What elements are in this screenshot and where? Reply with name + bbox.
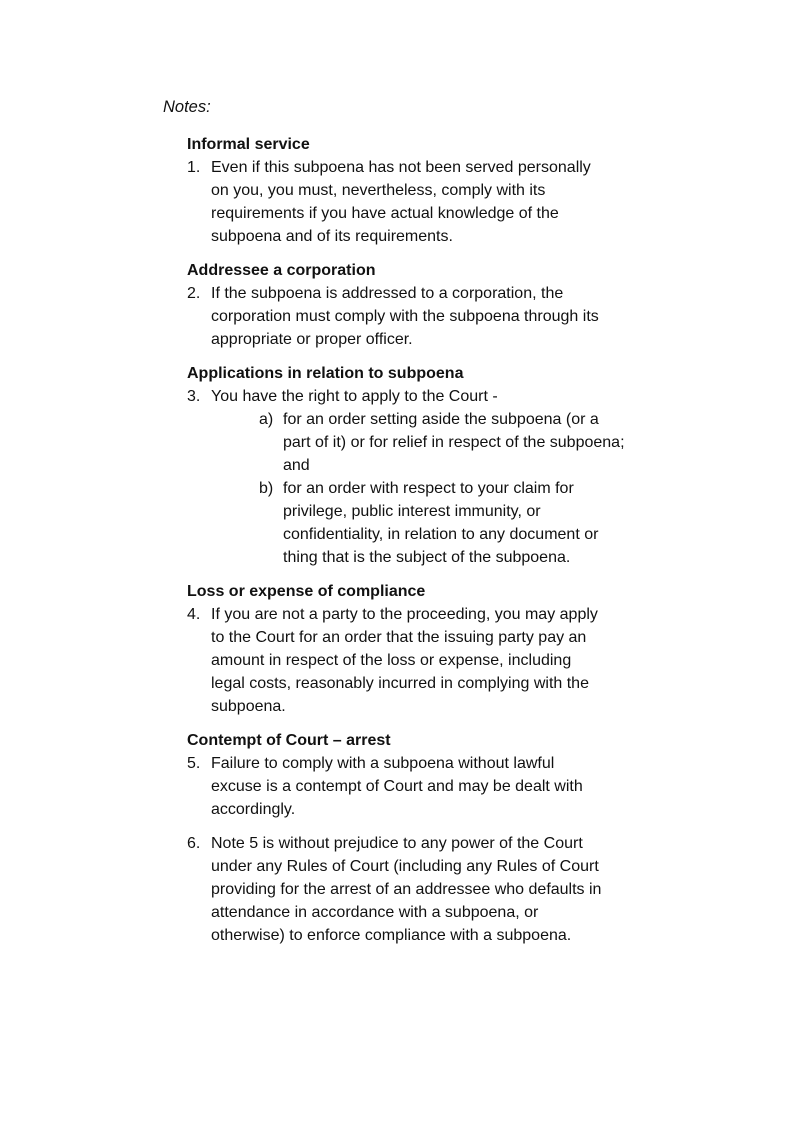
note-item (187, 603, 657, 718)
note-text (211, 156, 657, 248)
note-item (187, 832, 657, 947)
note-line: amount in respect of the loss or expense, including (211, 652, 572, 669)
sub-list (259, 408, 657, 569)
note-text (211, 752, 657, 821)
note-item (187, 282, 657, 351)
note-line: Failure to comply with a subpoena without lawful (211, 755, 555, 772)
note-text (211, 385, 657, 569)
note-line: subpoena. (211, 698, 286, 715)
note-line: If you are not a party to the proceeding, you may apply (211, 606, 598, 623)
note-line: accordingly. (211, 801, 296, 818)
note-line: providing for the arrest of an addressee who defaults in (211, 881, 602, 898)
note-number: 6. (187, 835, 201, 852)
section-heading: Informal service (187, 136, 310, 153)
note-line: Note 5 is without prejudice to any power of the Court (211, 835, 583, 852)
note-line: excuse is a contempt of Court and may be dealt with (211, 778, 583, 795)
sub-item-line: confidentiality, in relation to any document or (283, 526, 599, 543)
note-number: 4. (187, 606, 201, 623)
sub-item-line: and (283, 457, 310, 474)
sub-item (259, 477, 657, 569)
note-line: Even if this subpoena has not been served personally (211, 159, 591, 176)
note-line: subpoena and of its requirements. (211, 228, 453, 245)
note-line: appropriate or proper officer. (211, 331, 413, 348)
sub-item-letter: b) (259, 480, 274, 497)
note-text (211, 832, 657, 947)
note-line: If the subpoena is addressed to a corporation, the (211, 285, 564, 302)
note-line: on you, you must, nevertheless, comply with its (211, 182, 546, 199)
sub-item (259, 408, 657, 477)
note-number: 3. (187, 388, 201, 405)
notes-section (187, 729, 657, 947)
note-text (211, 603, 657, 718)
section-heading: Loss or expense of compliance (187, 583, 426, 600)
note-line: attendance in accordance with a subpoena, or (211, 904, 539, 921)
note-number: 5. (187, 755, 201, 772)
note-line: corporation must comply with the subpoena through its (211, 308, 599, 325)
note-number: 1. (187, 159, 201, 176)
note-line: under any Rules of Court (including any Rules of Court (211, 858, 599, 875)
sub-item-line: for an order with respect to your claim for (283, 480, 574, 497)
sub-item-line: part of it) or for relief in respect of the subpoena; (283, 434, 625, 451)
notes-section (187, 133, 657, 248)
note-line: otherwise) to enforce compliance with a subpoena. (211, 927, 572, 944)
sub-item-line: for an order setting aside the subpoena (or a (283, 411, 599, 428)
notes-section (187, 362, 657, 569)
notes-section (187, 580, 657, 718)
note-item (187, 385, 657, 569)
note-item (187, 752, 657, 821)
sub-item-text (283, 477, 657, 569)
sub-item-text (283, 408, 657, 477)
note-text (211, 282, 657, 351)
sub-item-line: privilege, public interest immunity, or (283, 503, 541, 520)
sub-item-letter: a) (259, 411, 274, 428)
note-line: requirements if you have actual knowledge of the (211, 205, 559, 222)
section-heading: Applications in relation to subpoena (187, 365, 464, 382)
notes-title: Notes: (163, 98, 211, 116)
sub-item-line: thing that is the subject of the subpoena. (283, 549, 571, 566)
section-heading: Contempt of Court – arrest (187, 732, 391, 749)
note-line: You have the right to apply to the Court - (211, 388, 498, 405)
note-line: to the Court for an order that the issuing party pay an (211, 629, 587, 646)
note-line: legal costs, reasonably incurred in complying with the (211, 675, 589, 692)
note-item (187, 156, 657, 248)
note-number: 2. (187, 285, 201, 302)
notes-section (187, 259, 657, 351)
notes-body (187, 133, 657, 958)
section-heading: Addressee a corporation (187, 262, 376, 279)
